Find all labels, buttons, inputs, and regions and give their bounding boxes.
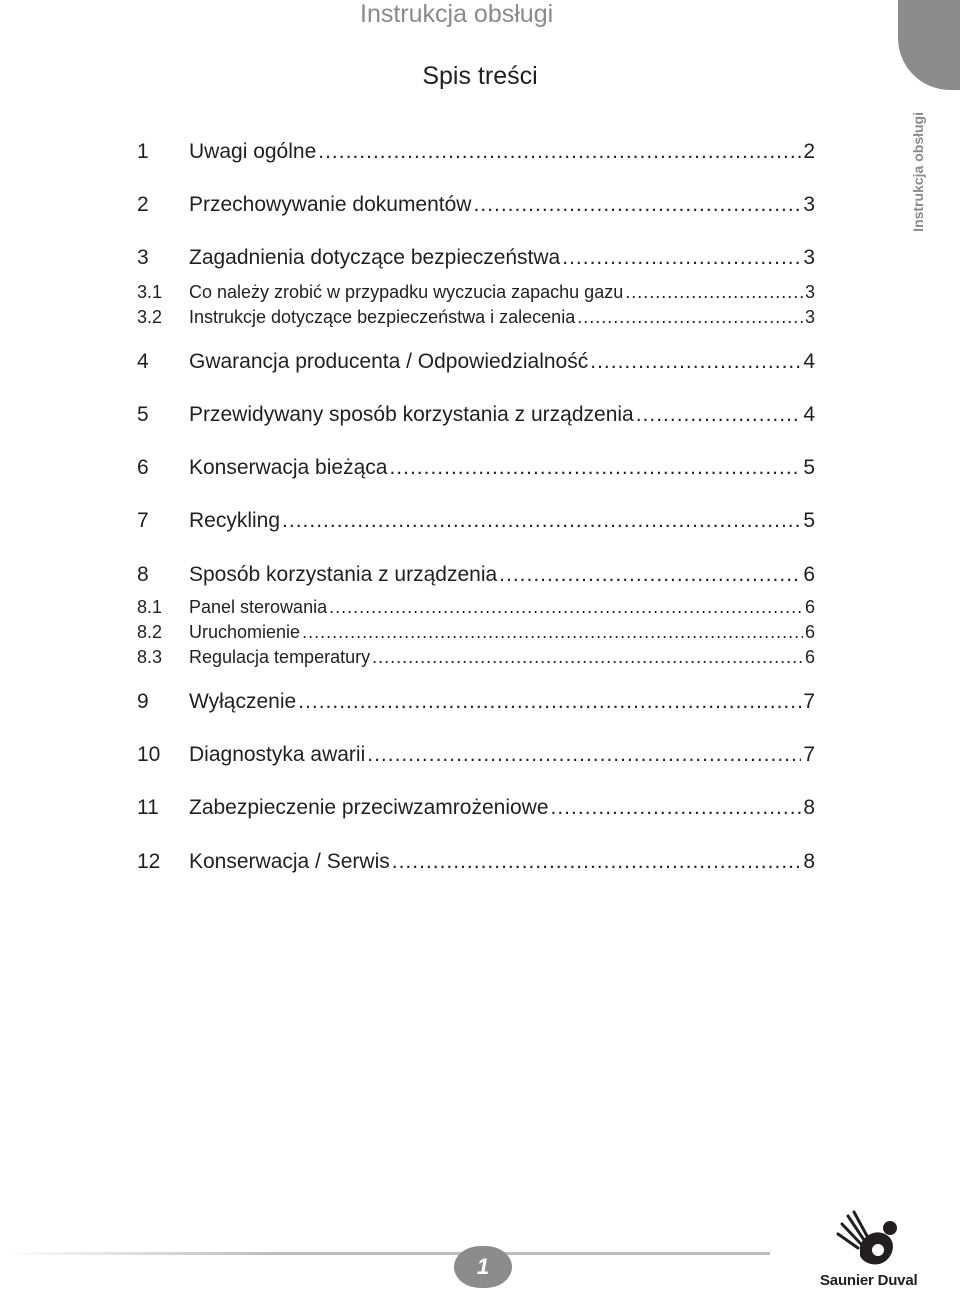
toc-leader-dots — [282, 509, 801, 533]
toc-entry-page: 3 — [804, 307, 815, 327]
toc-entry[interactable] — [137, 563, 815, 587]
toc-entry-title: Instrukcje dotyczące bezpieczeństwa i zalecenia — [189, 307, 576, 327]
toc-entry-title: Konserwacja bieżąca — [189, 456, 388, 479]
toc-entry[interactable] — [137, 850, 815, 874]
toc-entry[interactable] — [137, 246, 815, 270]
toc-title: Spis treści — [422, 62, 538, 90]
toc-entry-page: 3 — [803, 193, 815, 216]
page-number-badge — [454, 1246, 512, 1288]
document-header-title: Instrukcja obsługi — [360, 0, 554, 28]
toc-entry-number: 6 — [137, 456, 149, 479]
toc-entry-page: 7 — [803, 743, 815, 766]
toc-entry-number: 4 — [137, 350, 149, 373]
toc-entry-number: 9 — [137, 690, 149, 713]
toc-entry-title: Recykling — [189, 509, 281, 532]
toc-leader-dots — [392, 850, 802, 874]
brand-logo-text: Saunier Duval — [820, 1272, 918, 1289]
toc-entry-title: Zagadnienia dotyczące bezpieczeństwa — [189, 246, 561, 269]
brand-logo-icon — [834, 1206, 904, 1270]
toc-entry-number: 5 — [137, 403, 149, 426]
toc-entry-page: 6 — [803, 563, 815, 586]
toc-leader-dots — [562, 246, 801, 270]
toc-entry-page: 6 — [804, 647, 815, 667]
toc-entry-number: 8.1 — [137, 597, 163, 617]
toc-entry[interactable] — [137, 403, 815, 427]
toc-subentry[interactable] — [137, 622, 815, 643]
toc-leader-dots — [636, 403, 802, 427]
toc-leader-dots — [318, 140, 801, 164]
footer-divider — [0, 1252, 770, 1255]
toc-entry-title: Zabezpieczenie przeciwzamrożeniowe — [189, 796, 549, 819]
toc-entry-page: 5 — [803, 509, 815, 532]
side-section-label — [880, 112, 930, 252]
toc-entry-number: 8 — [137, 563, 149, 586]
toc-leader-dots — [590, 350, 801, 374]
toc-entry-number: 3.1 — [137, 282, 163, 302]
toc-subentry[interactable] — [137, 307, 815, 328]
toc-entry[interactable] — [137, 456, 815, 480]
toc-leader-dots — [302, 622, 803, 643]
toc-entry-number: 12 — [137, 850, 161, 873]
toc-entry-title: Uwagi ogólne — [189, 140, 317, 163]
toc-entry-title: Sposób korzystania z urządzenia — [189, 563, 498, 586]
toc-leader-dots — [577, 307, 803, 328]
toc-entry-page: 3 — [803, 246, 815, 269]
toc-entry[interactable] — [137, 350, 815, 374]
toc-entry-number: 7 — [137, 509, 149, 532]
toc-entry[interactable] — [137, 743, 815, 767]
page-number: 1 — [476, 1254, 490, 1279]
toc-entry-number: 10 — [137, 743, 161, 766]
toc-leader-dots — [551, 796, 802, 820]
toc-leader-dots — [329, 597, 803, 618]
toc-leader-dots — [298, 690, 801, 714]
toc-subentry[interactable] — [137, 282, 815, 303]
toc-entry[interactable] — [137, 796, 815, 820]
toc-entry-page: 6 — [804, 622, 815, 642]
toc-entry-number: 8.3 — [137, 647, 163, 667]
toc-entry-page: 2 — [803, 140, 815, 163]
toc-entry-title: Wyłączenie — [189, 690, 297, 713]
toc-entry-page: 8 — [803, 796, 815, 819]
toc-entry-title: Przewidywany sposób korzystania z urządzenia — [189, 403, 634, 426]
toc-entry-number: 11 — [137, 796, 159, 819]
toc-entry-number: 2 — [137, 193, 149, 216]
toc-entry[interactable] — [137, 193, 815, 217]
toc-entry-page: 4 — [803, 350, 815, 373]
toc-leader-dots — [473, 193, 801, 217]
toc-entry-page: 3 — [804, 282, 815, 302]
toc-entry[interactable] — [137, 509, 815, 533]
toc-entry-number: 3 — [137, 246, 149, 269]
toc-entry-page: 8 — [803, 850, 815, 873]
toc-entry-page: 7 — [803, 690, 815, 713]
toc-leader-dots — [372, 647, 803, 668]
toc-entry-number: 1 — [137, 140, 149, 163]
toc-entry-number: 8.2 — [137, 622, 163, 642]
toc-entry-page: 4 — [803, 403, 815, 426]
toc-entry[interactable] — [137, 690, 815, 714]
toc-leader-dots — [389, 456, 801, 480]
toc-leader-dots — [367, 743, 801, 767]
side-section-label-text: Instrukcja obsługi — [910, 112, 926, 232]
toc-entry-title: Regulacja temperatury — [189, 647, 371, 667]
toc-entry-number: 3.2 — [137, 307, 163, 327]
toc-entry[interactable] — [137, 140, 815, 164]
toc-entry-title: Uruchomienie — [189, 622, 301, 642]
toc-subentry[interactable] — [137, 647, 815, 668]
toc-leader-dots — [499, 563, 801, 587]
toc-entry-title: Co należy zrobić w przypadku wyczucia zapachu gazu — [189, 282, 624, 302]
toc-leader-dots — [625, 282, 803, 303]
toc-entry-title: Panel sterowania — [189, 597, 328, 617]
toc-subentry[interactable] — [137, 597, 815, 618]
toc-entry-page: 6 — [804, 597, 815, 617]
toc-entry-title: Diagnostyka awarii — [189, 743, 366, 766]
toc-entry-page: 5 — [803, 456, 815, 479]
toc-entry-title: Przechowywanie dokumentów — [189, 193, 472, 216]
toc-entry-title: Konserwacja / Serwis — [189, 850, 390, 873]
toc-entry-title: Gwarancja producenta / Odpowiedzialność — [189, 350, 589, 373]
